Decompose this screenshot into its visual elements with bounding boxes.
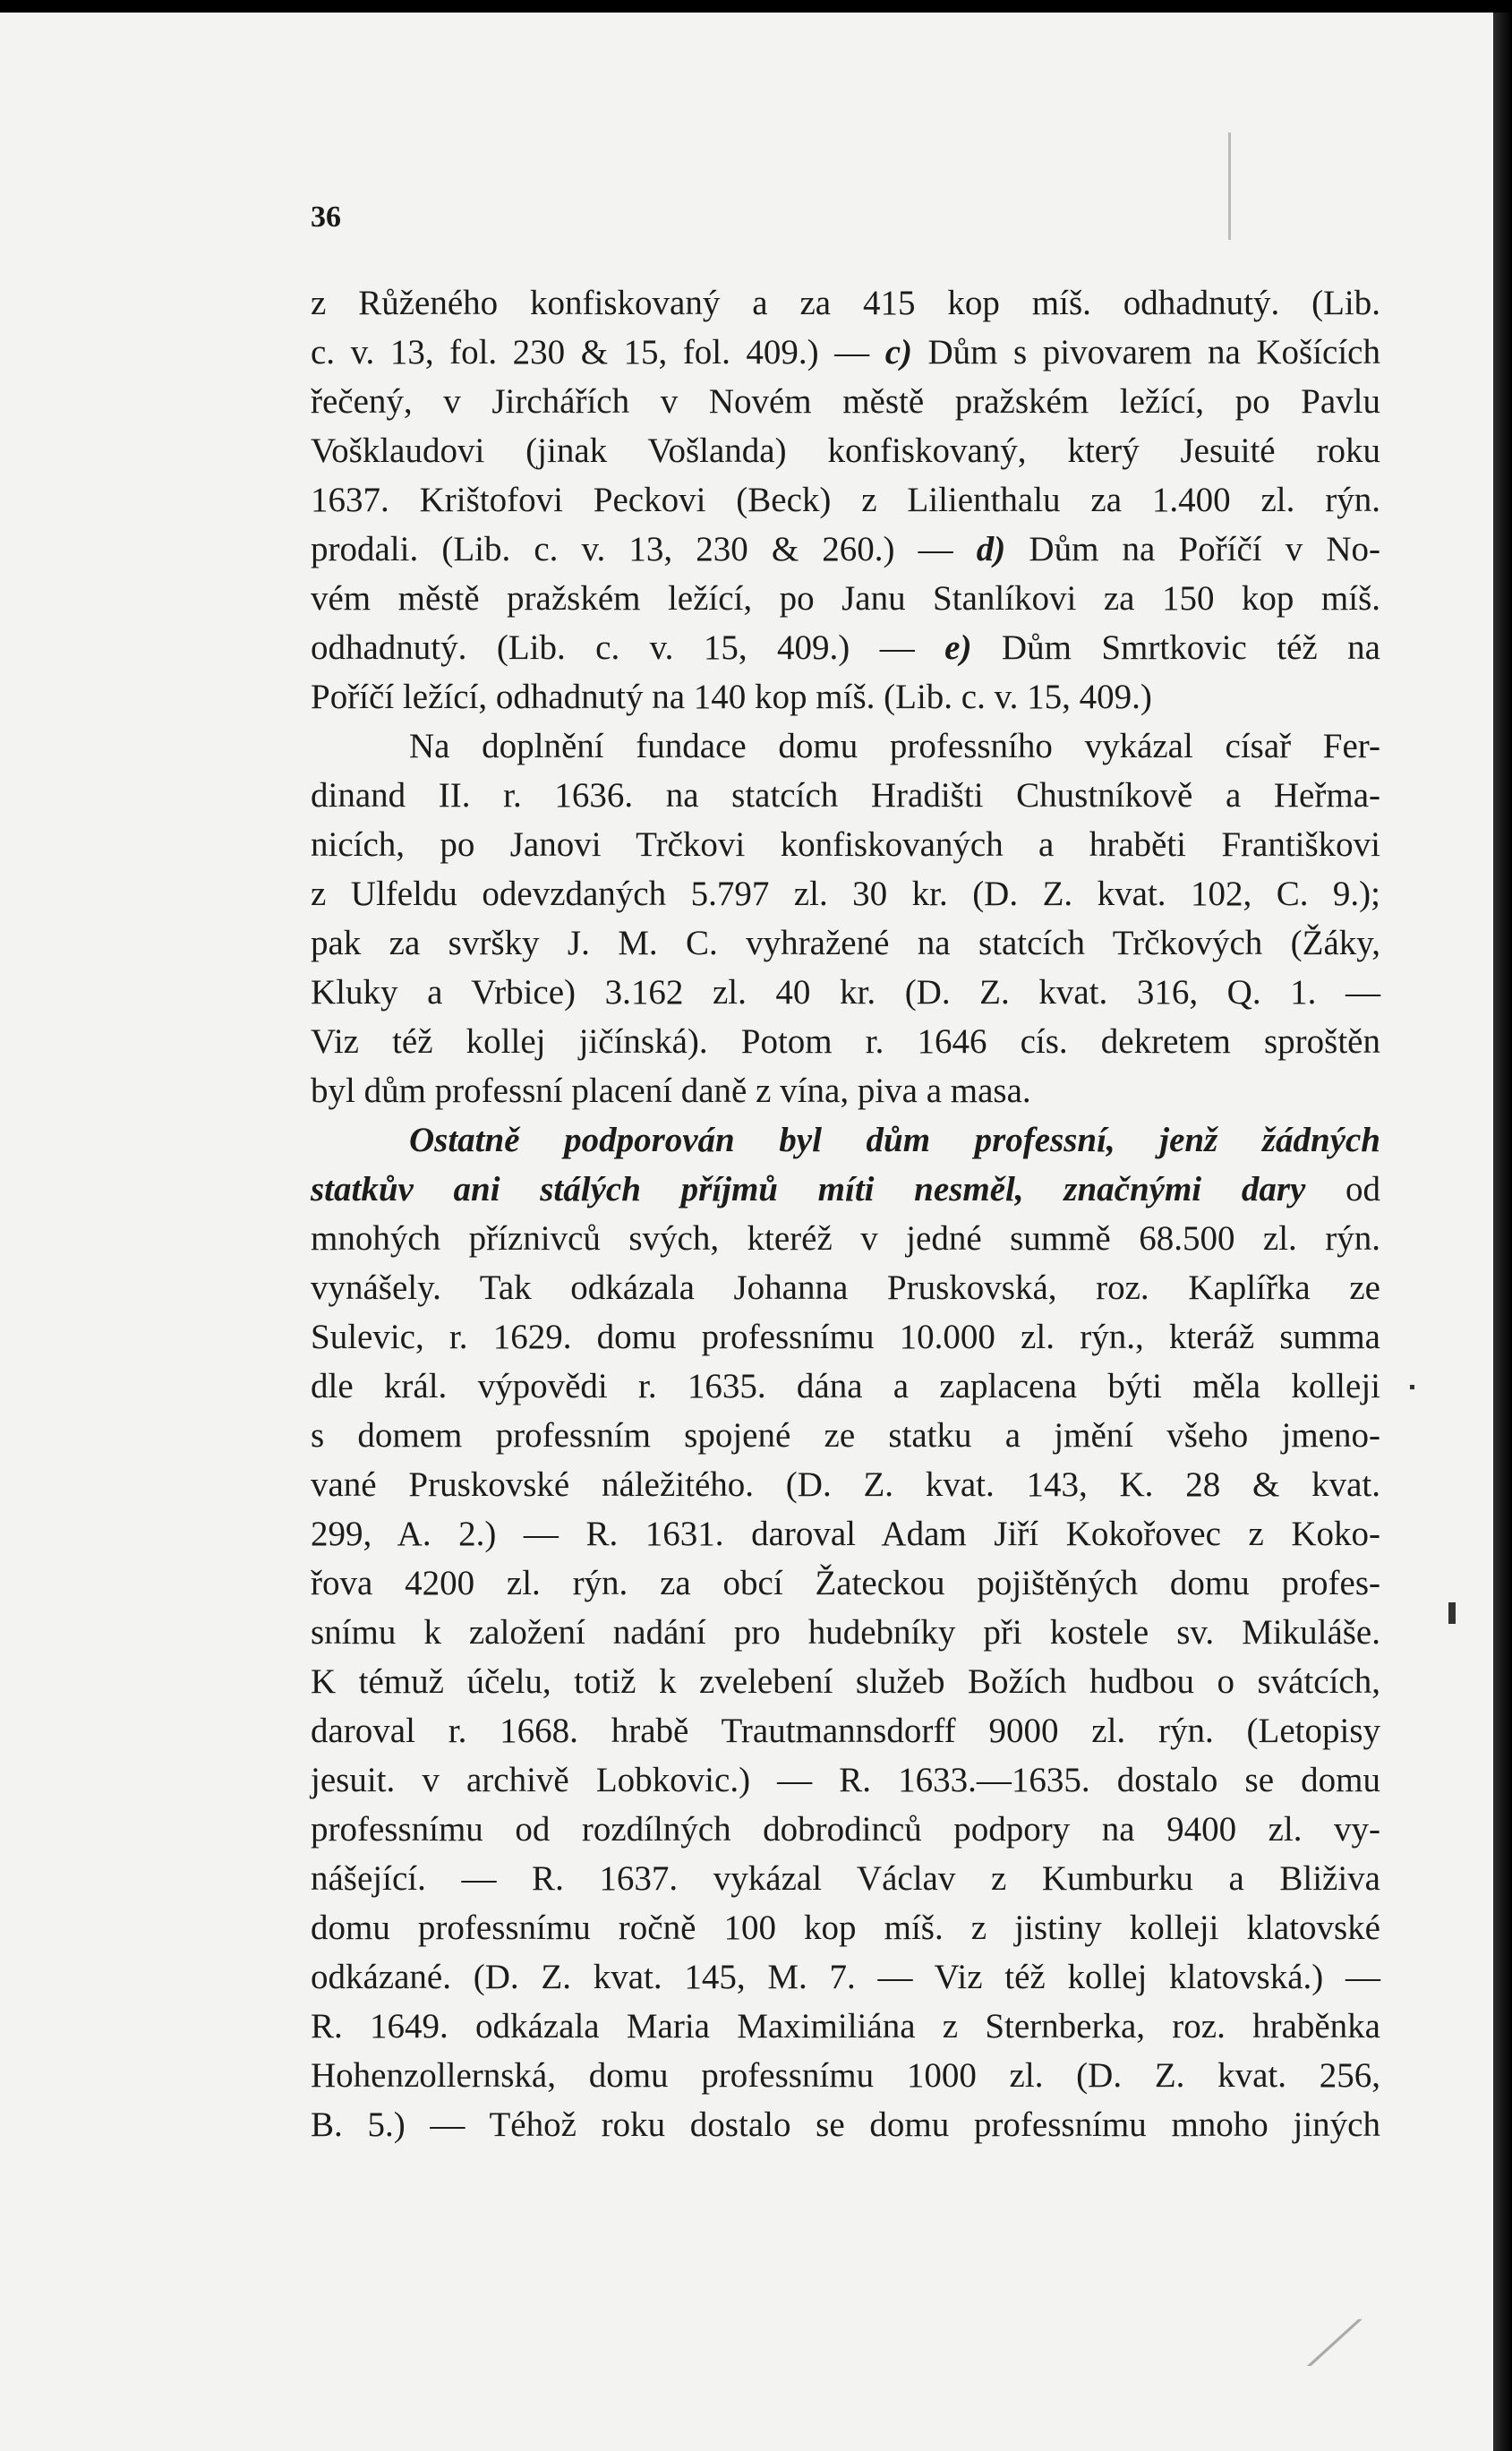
text-line: z Růženého konfiskovaný a za 415 kop míš. odhadnutý. (Lib. <box>311 284 1380 322</box>
text-line: z Ulfeldu odevzdaných 5.797 zl. 30 kr. (D. Z. kvat. 102, C. 9.); <box>311 875 1380 913</box>
text-line: Viz též kollej jičínská). Potom r. 1646 cís. dekretem sproštěn <box>311 1022 1380 1061</box>
text-line: Vošklaudovi (jinak Vošlanda) konfiskovaný, který Jesuité roku <box>311 431 1380 470</box>
text-line: Na doplnění fundace domu professního vykázal císař Fer- <box>409 727 1380 765</box>
text-line: daroval r. 1668. hrabě Trautmannsdorff 9000 zl. rýn. (Letopisy <box>311 1712 1380 1750</box>
text-line: mnohých příznivců svých, kteréž v jedné summě 68.500 zl. rýn. <box>311 1219 1380 1258</box>
text-line: vynášely. Tak odkázala Johanna Pruskovská, roz. Kaplířka ze <box>311 1268 1380 1307</box>
text-line: 1637. Krištofovi Peckovi (Beck) z Lilienthalu za 1.400 zl. rýn. <box>311 481 1380 519</box>
text-line: statkův ani stálých příjmů míti nesměl, značnými dary od <box>311 1170 1380 1208</box>
text-line: dinand II. r. 1636. na statcích Hradišti Chustníkově a Heřma- <box>311 776 1380 815</box>
text-line: domu professnímu ročně 100 kop míš. z jistiny kolleji klatovské <box>311 1909 1380 1947</box>
text-line: řečený, v Jirchářích v Novém městě pražském ležící, po Pavlu <box>311 382 1380 421</box>
pencil-scribble: ⟋ <box>1307 2310 1351 2379</box>
text-line: Sulevic, r. 1629. domu professnímu 10.000 zl. rýn., kteráž summa <box>311 1318 1380 1356</box>
text-line: jesuit. v archivě Lobkovic.) — R. 1633.—1635. dostalo se domu <box>311 1761 1380 1799</box>
text-line: byl dům professní placení daně z vína, piva a masa. <box>311 1072 1031 1110</box>
text-line: nášející. — R. 1637. vykázal Václav z Kumburku a Bliživa <box>311 1859 1380 1898</box>
text-line: c. v. 13, fol. 230 & 15, fol. 409.) — c) Dům s pivovarem na Košících <box>311 333 1380 371</box>
text-line: prodali. (Lib. c. v. 13, 230 & 260.) — d) Dům na Poříčí v No- <box>311 530 1380 568</box>
text-line: nicích, po Janovi Trčkovi konfiskovaných a hraběti Františkovi <box>311 825 1380 864</box>
text-line: Ostatně podporován byl dům professní, jenž žádných <box>409 1121 1380 1159</box>
margin-mark <box>1448 1602 1456 1624</box>
text-line: Kluky a Vrbice) 3.162 zl. 40 kr. (D. Z. kvat. 316, Q. 1. — <box>311 973 1380 1012</box>
text-line: 299, A. 2.) — R. 1631. daroval Adam Jiří Kokořovec z Koko- <box>311 1515 1380 1553</box>
text-line: řova 4200 zl. rýn. za obcí Žateckou pojištěných domu profes- <box>311 1564 1380 1602</box>
text-line: vém městě pražském ležící, po Janu Stanlíkovi za 150 kop míš. <box>311 579 1380 618</box>
text-line: snímu k založení nadání pro hudebníky při kostele sv. Mikuláše. <box>311 1613 1380 1652</box>
text-line: K témuž účelu, totiž k zvelebení služeb Božích hudbou o svátcích, <box>311 1662 1380 1701</box>
text-line: dle král. výpovědi r. 1635. dána a zaplacena býti měla kolleji <box>311 1367 1380 1405</box>
page-number: 36 <box>311 201 341 234</box>
text-line: vané Pruskovské náležitého. (D. Z. kvat. 143, K. 28 & kvat. <box>311 1465 1380 1504</box>
text-line: pak za svršky J. M. C. vyhražené na statcích Trčkových (Žáky, <box>311 924 1380 962</box>
text-line: R. 1649. odkázala Maria Maximiliána z Sternberka, roz. hraběnka <box>311 2007 1380 2045</box>
paper-crease <box>1228 132 1231 240</box>
text-line: B. 5.) — Téhož roku dostalo se domu professnímu mnoho jiných <box>311 2105 1380 2144</box>
text-line: Poříčí ležící, odhadnutý na 140 kop míš. (Lib. c. v. 15, 409.) <box>311 678 1152 716</box>
text-line: odhadnutý. (Lib. c. v. 15, 409.) — e) Dům Smrtkovic též na <box>311 628 1380 667</box>
body-text <box>311 278 1380 2149</box>
text-line: Hohenzollernská, domu professnímu 1000 zl. (D. Z. kvat. 256, <box>311 2056 1380 2095</box>
text-line: odkázané. (D. Z. kvat. 145, M. 7. — Viz též kollej klatovská.) — <box>311 1958 1380 1996</box>
margin-dot <box>1410 1385 1414 1389</box>
text-line: professnímu od rozdílných dobrodinců podpory na 9400 zl. vy- <box>311 1810 1380 1849</box>
page-edge-shadow <box>1493 13 1512 2451</box>
text-line: s domem professním spojené ze statku a jmění všeho jmeno- <box>311 1416 1380 1455</box>
